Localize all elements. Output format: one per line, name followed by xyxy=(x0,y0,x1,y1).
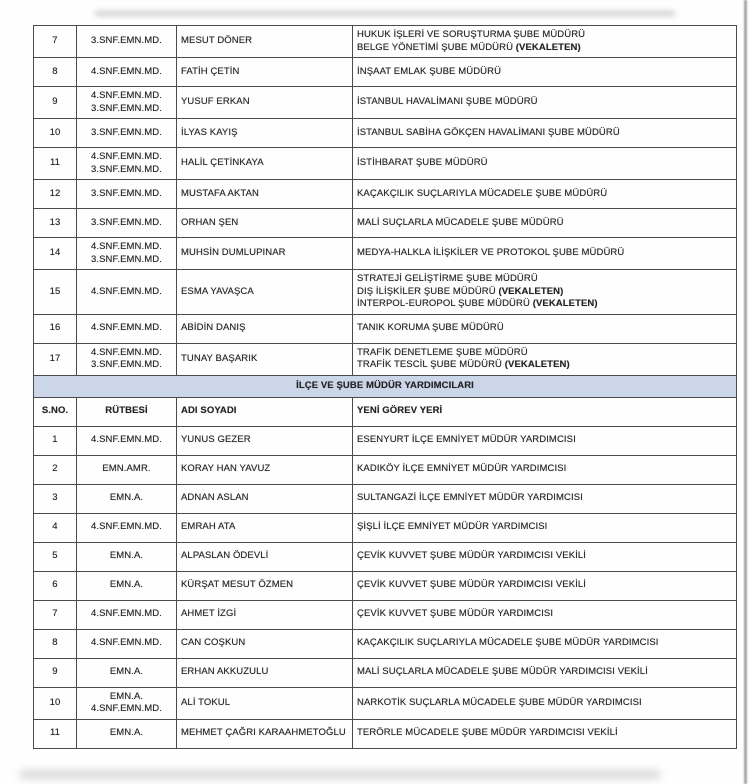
duty-cell xyxy=(353,119,737,148)
rank-cell xyxy=(77,238,177,270)
rank-line: 3.SNF.EMN.MD. xyxy=(91,163,162,175)
rank-cell xyxy=(77,87,177,119)
name-cell: TUNAY BAŞARIK xyxy=(177,343,353,375)
row-number-cell: 12 xyxy=(34,180,77,209)
rank-line: 4.SNF.EMN.MD. xyxy=(91,637,162,649)
duty-line: MEDYA-HALKLA İLİŞKİLER VE PROTOKOL ŞUBE MÜDÜRÜ xyxy=(357,247,625,259)
rank-line: 4.SNF.EMN.MD. xyxy=(91,703,162,714)
duty-line: SULTANGAZİ İLÇE EMNİYET MÜDÜR YARDIMCISI xyxy=(357,492,583,504)
table-row xyxy=(34,238,737,270)
duty-line: İSTANBUL SABİHA GÖKÇEN HAVALİMANI ŞUBE MÜDÜRÜ xyxy=(357,126,620,138)
rank-line: EMN.A. xyxy=(109,727,144,739)
duty-cell xyxy=(353,455,737,484)
column-header-row xyxy=(34,397,737,426)
table-row xyxy=(34,148,737,180)
name-cell: AHMET İZGİ xyxy=(177,600,353,629)
rank-cell xyxy=(77,209,177,238)
duty-vekaleten-label: (VEKALETEN) xyxy=(504,359,570,370)
duty-line: STRATEJİ GELİŞTİRME ŞUBE MÜDÜRÜ xyxy=(357,273,538,284)
rank-line: 4.SNF.EMN.MD. xyxy=(91,521,162,533)
table-row xyxy=(34,629,737,658)
duty-line: TANIK KORUMA ŞUBE MÜDÜRÜ xyxy=(357,322,504,334)
name-cell: İLYAS KAYIŞ xyxy=(177,119,353,148)
duty-vekaleten-label: (VEKALETEN) xyxy=(498,285,564,297)
rank-cell xyxy=(77,426,177,455)
rank-line: 3.SNF.EMN.MD. xyxy=(91,216,162,228)
rank-line: EMN.A. xyxy=(109,550,144,562)
row-number-cell: 16 xyxy=(34,314,77,343)
duty-line: HUKUK İŞLERİ VE SORUŞTURMA ŞUBE MÜDÜRÜ xyxy=(357,29,586,40)
duty-line: MALİ SUÇLARLA MÜCADELE ŞUBE MÜDÜR YARDIMCISI VEKİLİ xyxy=(357,666,648,678)
table-row xyxy=(34,209,737,238)
name-cell: ORHAN ŞEN xyxy=(177,209,353,238)
table-row xyxy=(34,426,737,455)
duty-cell xyxy=(353,343,737,375)
section-band xyxy=(34,375,737,397)
row-number-cell: 15 xyxy=(34,270,77,315)
row-number-cell: 11 xyxy=(34,148,77,180)
name-cell: ABİDİN DANIŞ xyxy=(177,314,353,343)
rank-cell xyxy=(77,571,177,600)
rank-cell xyxy=(77,600,177,629)
duty-cell xyxy=(353,180,737,209)
table-section-1-body xyxy=(34,26,737,376)
duty-line: KADIKÖY İLÇE EMNİYET MÜDÜR YARDIMCISI xyxy=(357,463,567,475)
duty-line: TRAFİK TESCİL ŞUBE MÜDÜRÜ (VEKALETEN) xyxy=(357,359,570,370)
duty-cell xyxy=(353,687,737,719)
rank-cell xyxy=(77,484,177,513)
column-header-sno: S.NO. xyxy=(34,397,77,426)
section-title: İLÇE VE ŞUBE MÜDÜR YARDIMCILARI xyxy=(34,375,737,397)
duty-vekaleten-label: (VEKALETEN) xyxy=(515,41,581,53)
name-cell: MEHMET ÇAĞRI KARAAHMETOĞLU xyxy=(177,719,353,748)
rank-line: 3.SNF.EMN.MD. xyxy=(91,187,162,199)
duty-cell xyxy=(353,209,737,238)
rank-cell xyxy=(77,270,177,315)
row-number-cell: 3 xyxy=(34,484,77,513)
name-cell: YUNUS GEZER xyxy=(177,426,353,455)
table-row xyxy=(34,719,737,748)
duty-line: İNŞAAT EMLAK ŞUBE MÜDÜRÜ xyxy=(357,65,502,77)
table-row xyxy=(34,484,737,513)
rank-cell xyxy=(77,343,177,375)
duty-cell xyxy=(353,87,737,119)
name-cell: ADNAN ASLAN xyxy=(177,484,353,513)
table-row xyxy=(34,343,737,375)
table-row xyxy=(34,571,737,600)
column-header-adi-soyadi: ADI SOYADI xyxy=(177,397,353,426)
name-cell: ESMA YAVAŞCA xyxy=(177,270,353,315)
table-row xyxy=(34,513,737,542)
row-number-cell: 8 xyxy=(34,629,77,658)
row-number-cell: 17 xyxy=(34,343,77,375)
duty-line: DIŞ İLİŞKİLER ŞUBE MÜDÜRÜ (VEKALETEN) xyxy=(357,285,564,297)
row-number-cell: 9 xyxy=(34,87,77,119)
name-cell: CAN COŞKUN xyxy=(177,629,353,658)
name-cell: YUSUF ERKAN xyxy=(177,87,353,119)
duty-cell xyxy=(353,658,737,687)
row-number-cell: 10 xyxy=(34,119,77,148)
scan-smudge-top xyxy=(95,11,675,16)
duty-cell xyxy=(353,629,737,658)
rank-cell xyxy=(77,26,177,58)
duty-cell xyxy=(353,314,737,343)
rank-line: 4.SNF.EMN.MD. xyxy=(91,151,162,162)
rank-cell xyxy=(77,629,177,658)
name-cell: MESUT DÖNER xyxy=(177,26,353,58)
duty-line: ÇEVİK KUVVET ŞUBE MÜDÜR YARDIMCISI VEKİLİ xyxy=(357,579,586,591)
name-cell: EMRAH ATA xyxy=(177,513,353,542)
rank-line: 4.SNF.EMN.MD. xyxy=(91,346,162,358)
rank-cell xyxy=(77,658,177,687)
table-row xyxy=(34,58,737,87)
table-row xyxy=(34,600,737,629)
row-number-cell: 10 xyxy=(34,687,77,719)
duty-cell xyxy=(353,426,737,455)
rank-line: EMN.A. xyxy=(109,492,144,504)
duty-vekaleten-label: (VEKALETEN) xyxy=(532,298,598,309)
rank-cell xyxy=(77,513,177,542)
rank-line: 3.SNF.EMN.MD. xyxy=(91,35,162,47)
table-row xyxy=(34,119,737,148)
page-edge-shadow xyxy=(744,0,747,784)
rank-line: 3.SNF.EMN.MD. xyxy=(91,102,162,114)
table-row xyxy=(34,26,737,58)
duty-line: İNTERPOL-EUROPOL ŞUBE MÜDÜRÜ (VEKALETEN) xyxy=(357,298,598,309)
rank-cell xyxy=(77,58,177,87)
duty-line: ESENYURT İLÇE EMNİYET MÜDÜR YARDIMCISI xyxy=(357,434,576,446)
table-row xyxy=(34,658,737,687)
table-row xyxy=(34,542,737,571)
rank-cell xyxy=(77,119,177,148)
rank-line: 3.SNF.EMN.MD. xyxy=(91,126,162,138)
rank-line: 4.SNF.EMN.MD. xyxy=(91,65,162,77)
duty-cell xyxy=(353,719,737,748)
duty-cell xyxy=(353,148,737,180)
duty-line: BELGE YÖNETİMİ ŞUBE MÜDÜRÜ (VEKALETEN) xyxy=(357,41,581,53)
assignment-table xyxy=(33,25,737,749)
row-number-cell: 7 xyxy=(34,600,77,629)
rank-cell xyxy=(77,455,177,484)
table-row xyxy=(34,455,737,484)
rank-cell xyxy=(77,180,177,209)
table-section-2-header xyxy=(34,375,737,426)
duty-line: KAÇAKÇILIK SUÇLARIYLA MÜCADELE ŞUBE MÜDÜR YARDIMCISI xyxy=(357,637,659,649)
rank-cell xyxy=(77,719,177,748)
rank-line: 4.SNF.EMN.MD. xyxy=(91,241,162,252)
scan-smudge-bottom xyxy=(20,770,660,779)
duty-line: NARKOTİK SUÇLARLA MÜCADELE ŞUBE MÜDÜR YARDIMCISI xyxy=(357,696,642,708)
rank-line: EMN.A. xyxy=(109,690,144,702)
name-cell: FATİH ÇETİN xyxy=(177,58,353,87)
row-number-cell: 4 xyxy=(34,513,77,542)
duty-line: İSTİHBARAT ŞUBE MÜDÜRÜ xyxy=(357,157,488,169)
rank-line: 4.SNF.EMN.MD. xyxy=(91,285,162,297)
duty-line: MALİ SUÇLARLA MÜCADELE ŞUBE MÜDÜRÜ xyxy=(357,216,564,228)
duty-cell xyxy=(353,58,737,87)
name-cell: ALİ TOKUL xyxy=(177,687,353,719)
table-section-2-body xyxy=(34,426,737,748)
rank-line: EMN.A. xyxy=(109,579,144,591)
row-number-cell: 5 xyxy=(34,542,77,571)
duty-line: TRAFİK DENETLEME ŞUBE MÜDÜRÜ xyxy=(357,346,528,358)
duty-cell xyxy=(353,270,737,315)
rank-line: 3.SNF.EMN.MD. xyxy=(91,253,162,265)
rank-cell xyxy=(77,687,177,719)
name-cell: KORAY HAN YAVUZ xyxy=(177,455,353,484)
duty-cell xyxy=(353,26,737,58)
row-number-cell: 9 xyxy=(34,658,77,687)
table-row xyxy=(34,270,737,315)
row-number-cell: 6 xyxy=(34,571,77,600)
row-number-cell: 14 xyxy=(34,238,77,270)
rank-cell xyxy=(77,314,177,343)
duty-cell xyxy=(353,600,737,629)
duty-line: TERÖRLE MÜCADELE ŞUBE MÜDÜR YARDIMCISI VEKİLİ xyxy=(357,727,618,739)
name-cell: MUHSİN DUMLUPINAR xyxy=(177,238,353,270)
duty-cell xyxy=(353,571,737,600)
rank-cell xyxy=(77,148,177,180)
name-cell: HALİL ÇETİNKAYA xyxy=(177,148,353,180)
duty-line: KAÇAKÇILIK SUÇLARIYLA MÜCADELE ŞUBE MÜDÜRÜ xyxy=(357,187,608,199)
row-number-cell: 8 xyxy=(34,58,77,87)
table-row xyxy=(34,314,737,343)
row-number-cell: 13 xyxy=(34,209,77,238)
duty-line: ŞİŞLİ İLÇE EMNİYET MÜDÜR YARDIMCISI xyxy=(357,521,548,533)
table-row xyxy=(34,180,737,209)
row-number-cell: 1 xyxy=(34,426,77,455)
row-number-cell: 2 xyxy=(34,455,77,484)
duty-cell xyxy=(353,484,737,513)
row-number-cell: 7 xyxy=(34,26,77,58)
duty-line: ÇEVİK KUVVET ŞUBE MÜDÜR YARDIMCISI xyxy=(357,608,554,620)
rank-line: 4.SNF.EMN.MD. xyxy=(91,434,162,446)
name-cell: ERHAN AKKUZULU xyxy=(177,658,353,687)
row-number-cell: 11 xyxy=(34,719,77,748)
name-cell: MUSTAFA AKTAN xyxy=(177,180,353,209)
table-row xyxy=(34,687,737,719)
name-cell: KÜRŞAT MESUT ÖZMEN xyxy=(177,571,353,600)
rank-line: 4.SNF.EMN.MD. xyxy=(91,90,162,101)
rank-line: 4.SNF.EMN.MD. xyxy=(91,608,162,620)
duty-line: İSTANBUL HAVALİMANI ŞUBE MÜDÜRÜ xyxy=(357,96,538,108)
duty-cell xyxy=(353,513,737,542)
duty-cell xyxy=(353,542,737,571)
rank-line: 3.SNF.EMN.MD. xyxy=(91,359,162,370)
column-header-rutbesi: RÜTBESİ xyxy=(77,397,177,426)
column-header-yeni-gorev-yeri: YENİ GÖREV YERİ xyxy=(353,397,737,426)
name-cell: ALPASLAN ÖDEVLİ xyxy=(177,542,353,571)
rank-line: EMN.A. xyxy=(109,666,144,678)
duty-line: ÇEVİK KUVVET ŞUBE MÜDÜR YARDIMCISI VEKİLİ xyxy=(357,550,586,562)
table-row xyxy=(34,87,737,119)
rank-line: EMN.AMR. xyxy=(102,463,151,475)
rank-line: 4.SNF.EMN.MD. xyxy=(91,322,162,334)
duty-cell xyxy=(353,238,737,270)
rank-cell xyxy=(77,542,177,571)
